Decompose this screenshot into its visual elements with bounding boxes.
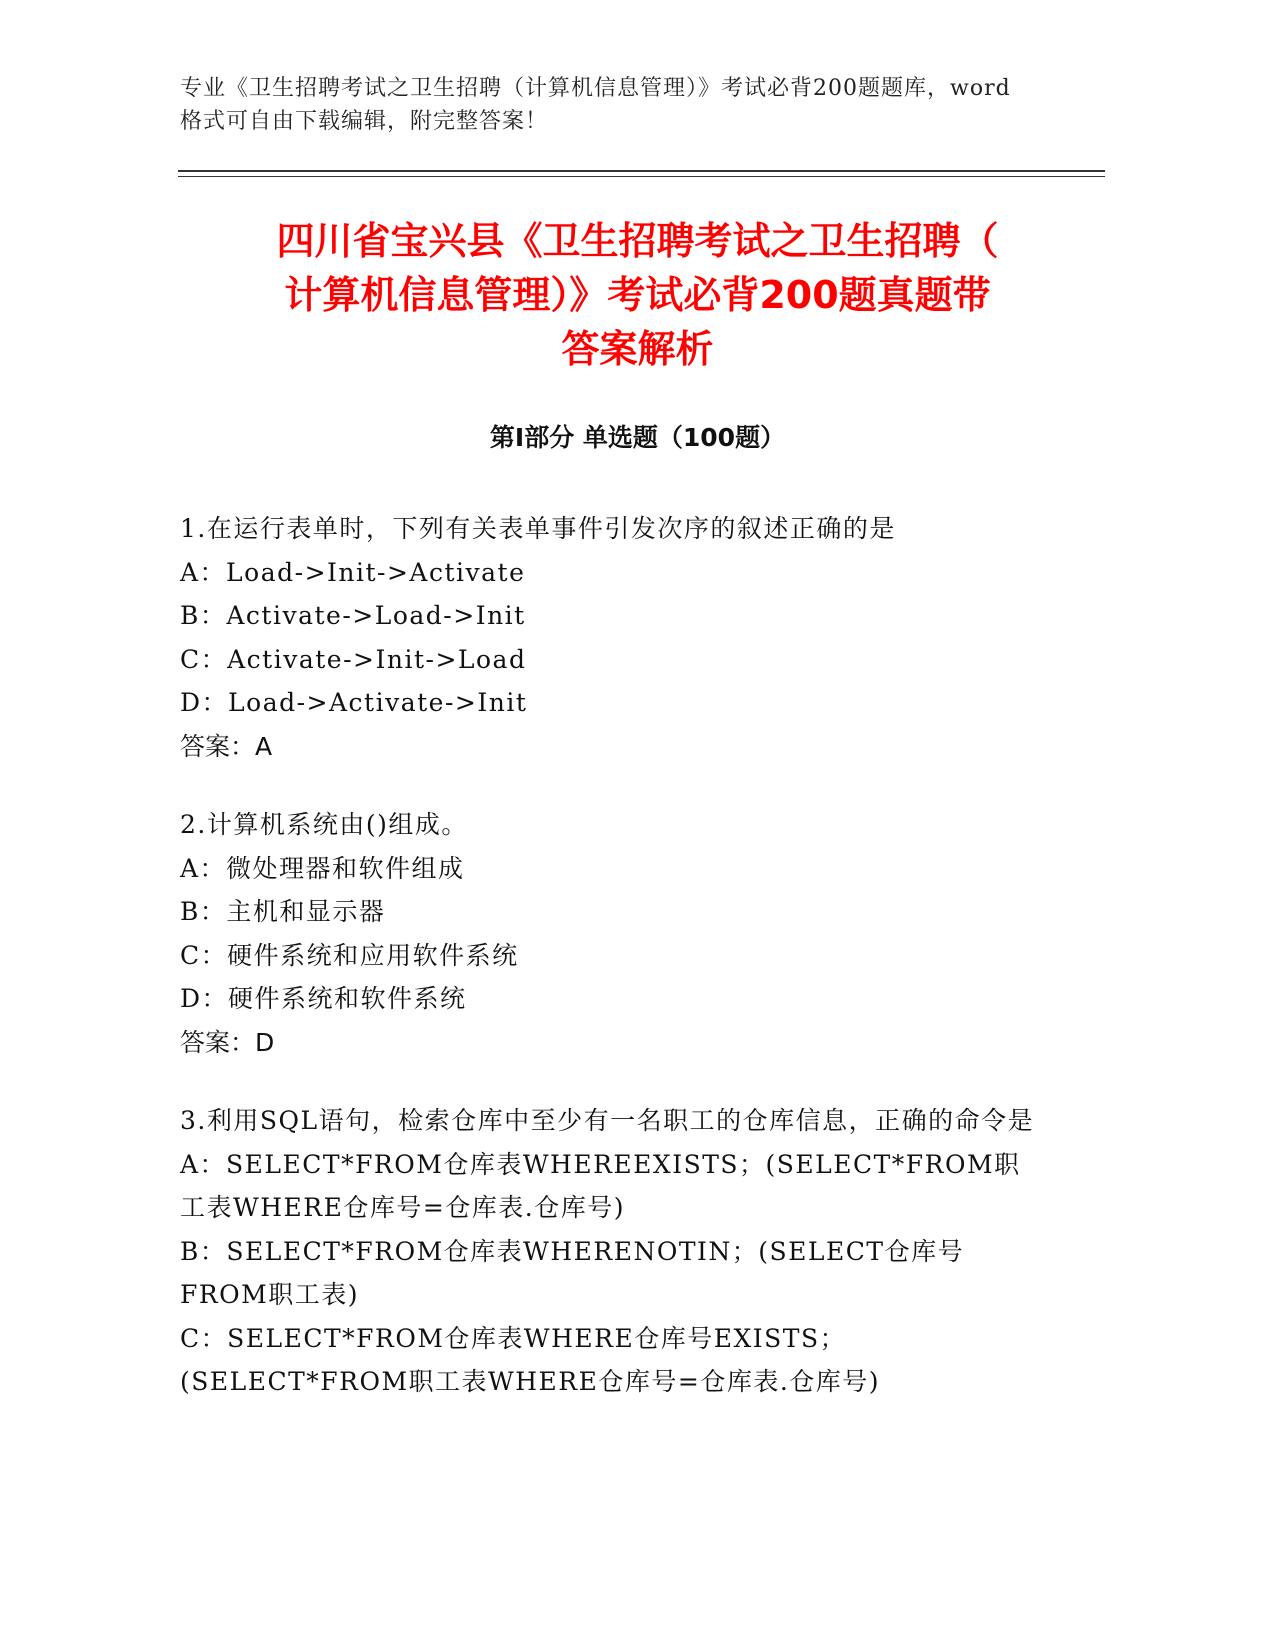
option-c: C：Activate->Init->Load [180,644,527,674]
question-stem: 3.利用SQL语句，检索仓库中至少有一名职工的仓库信息，正确的命令是 [180,1106,1035,1135]
header-line-2: 格式可自由下载编辑，附完整答案！ [180,109,549,134]
option-a: A：微处理器和软件组成 [180,853,465,883]
header-rule-thin [178,176,1105,177]
option-b: B：主机和显示器 [180,897,386,926]
title-line-3: 答案解析 [561,327,714,371]
option-a: A：SELECT*FROM仓库表WHEREEXISTS；(SELECT*FROM职工表WHERE仓库号=仓库表.仓库号) [180,1149,1021,1222]
option-b: B：SELECT*FROM仓库表WHERENOTIN；(SELECT仓库号FROM职工表) [180,1236,965,1309]
option-a: A：Load->Init->Activate [180,557,526,587]
question-2 [180,803,1040,1064]
question-stem: 1.在运行表单时，下列有关表单事件引发次序的叙述正确的是 [180,514,896,543]
header-rule-thick [178,170,1105,172]
question-stem: 2.计算机系统由()组成。 [180,810,468,839]
section-heading: 第Ⅰ部分 单选题（100题） [489,423,786,452]
option-c: C：硬件系统和应用软件系统 [180,940,519,970]
option-d: D：硬件系统和软件系统 [180,984,467,1013]
question-1 [180,507,1040,768]
question-3 [180,1099,1040,1404]
option-b: B：Activate->Load->Init [180,601,526,630]
document-title [150,214,1125,376]
answer-label: 答案：D [180,1027,275,1057]
title-line-1: 四川省宝兴县《卫生招聘考试之卫生招聘（ [276,219,999,263]
question-list [180,507,1040,1439]
answer-label: 答案：A [180,731,273,761]
document-header [180,72,1060,138]
option-c: C：SELECT*FROM仓库表WHERE仓库号EXISTS；(SELECT*FROM职工表WHERE仓库号=仓库表.仓库号) [180,1323,881,1396]
title-line-2: 计算机信息管理）》考试必背200题真题带 [284,273,991,317]
header-line-1: 专业《卫生招聘考试之卫生招聘（计算机信息管理）》考试必背200题题库，word [180,76,1011,101]
option-d: D：Load->Activate->Init [180,688,528,717]
